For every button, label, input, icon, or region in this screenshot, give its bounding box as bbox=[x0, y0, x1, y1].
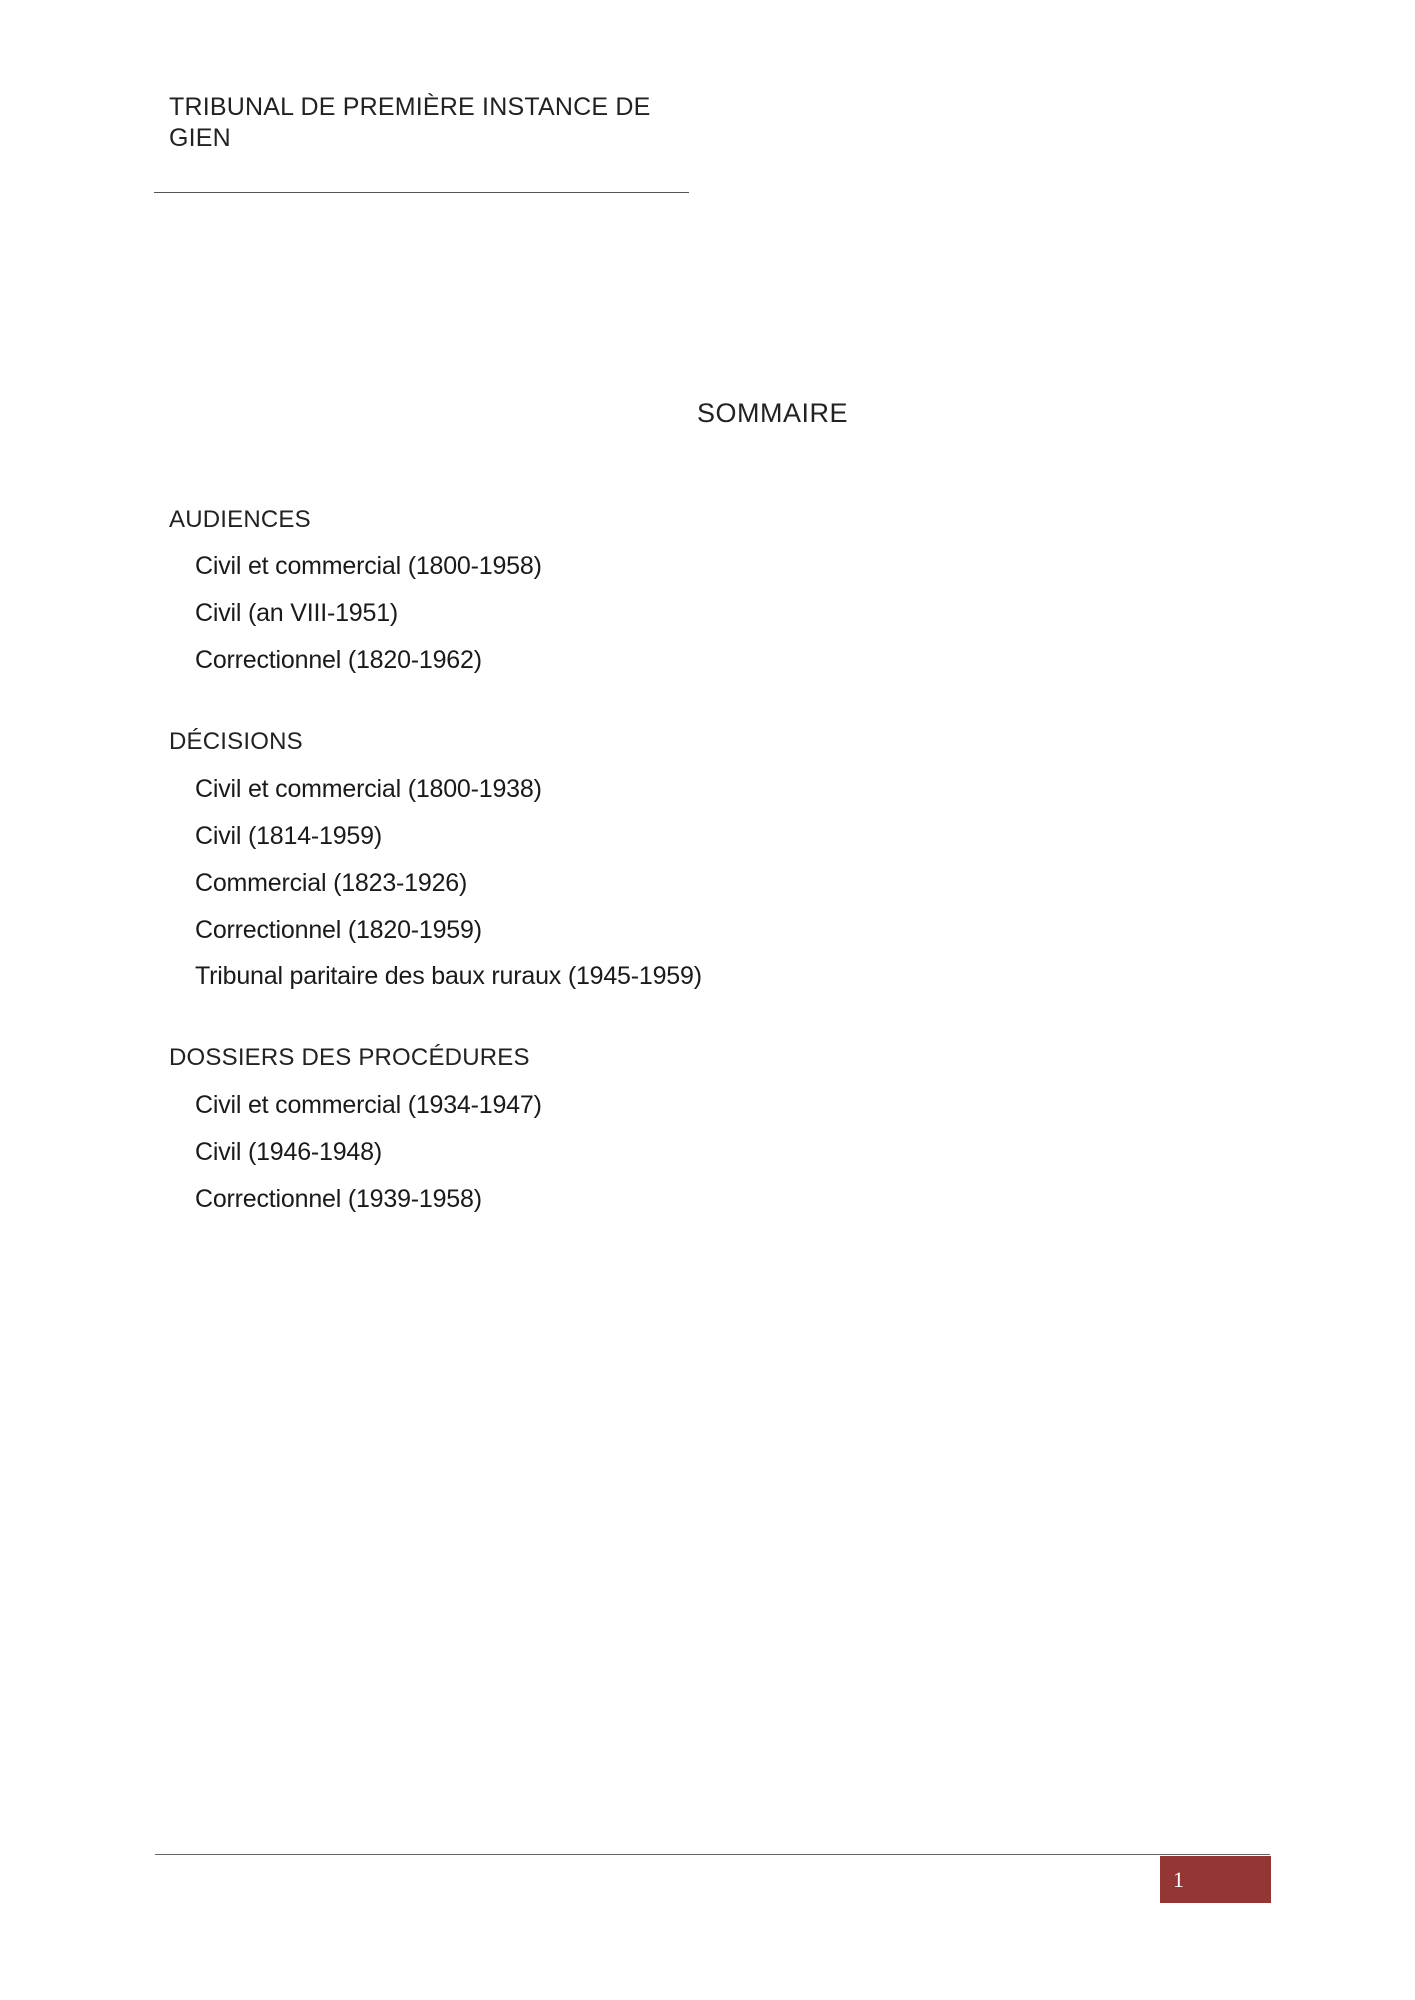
toc-entry[interactable]: Civil et commercial (1934-1947) bbox=[195, 1091, 542, 1119]
toc-entry[interactable]: Civil (an VIII-1951) bbox=[195, 599, 399, 627]
toc-entry[interactable]: Correctionnel (1820-1959) bbox=[195, 916, 482, 944]
toc-entry[interactable]: Commercial (1823-1926) bbox=[195, 869, 468, 897]
section-heading-decisions: DÉCISIONS bbox=[169, 728, 303, 755]
toc-entry[interactable]: Civil et commercial (1800-1958) bbox=[195, 552, 542, 580]
header-divider bbox=[154, 192, 689, 193]
toc-entry[interactable]: Correctionnel (1820-1962) bbox=[195, 646, 482, 674]
toc-entry[interactable]: Correctionnel (1939-1958) bbox=[195, 1185, 482, 1213]
header-title: TRIBUNAL DE PREMIÈRE INSTANCE DE GIEN bbox=[169, 93, 651, 152]
section-heading-audiences: AUDIENCES bbox=[169, 506, 311, 533]
toc-entry[interactable]: Civil (1946-1948) bbox=[195, 1138, 382, 1166]
toc-entry[interactable]: Tribunal paritaire des baux ruraux (1945-1959) bbox=[195, 962, 702, 990]
page-number: 1 bbox=[1160, 1856, 1271, 1903]
section-heading-dossiers: DOSSIERS DES PROCÉDURES bbox=[169, 1044, 530, 1071]
footer-divider bbox=[155, 1854, 1270, 1855]
toc-entry[interactable]: Civil (1814-1959) bbox=[195, 822, 382, 850]
toc-entry[interactable]: Civil et commercial (1800-1938) bbox=[195, 775, 542, 803]
summary-title: SOMMAIRE bbox=[696, 398, 848, 428]
